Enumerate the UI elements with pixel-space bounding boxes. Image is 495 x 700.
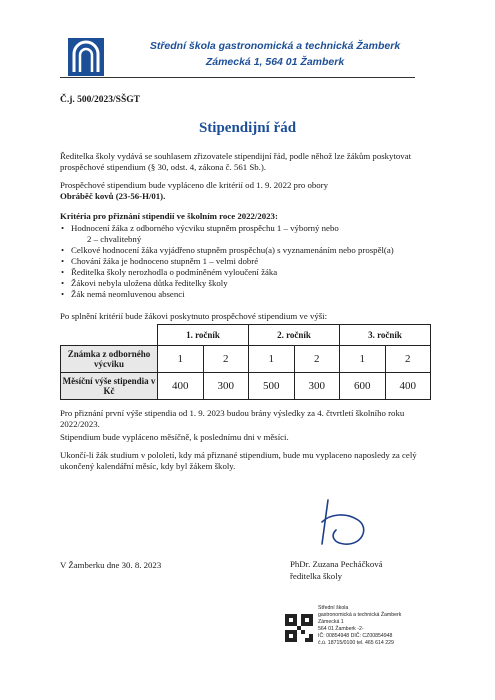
school-stamp xyxy=(318,605,458,647)
reference-number: Č.j. 500/2023/SŠGT xyxy=(60,95,140,105)
stamp-line: č.ú. 18715/0100 tel. 465 614 229 xyxy=(318,640,394,646)
table-row xyxy=(61,373,431,400)
table-intro: Po splnění kritérií bude žákovi poskytnuto prospěchové stipendium ve výši: xyxy=(60,311,328,321)
table-corner xyxy=(61,325,158,346)
table-cell: 600 xyxy=(340,373,386,400)
year-header: 1. ročník xyxy=(158,325,249,346)
stamp-line: 564 01 Žamberk -2- xyxy=(318,626,364,632)
criteria-heading: Kritéria pro přiznání stipendií ve školním roce 2022/2023: xyxy=(60,211,278,221)
school-name: Střední škola gastronomická a technická Žamberk xyxy=(149,40,401,52)
document-title: Stipendijní řád xyxy=(198,120,297,136)
ending-paragraph: Ukončí-li žák studium v pololetí, kdy má přiznané stipendium, bude mu vyplaceno naposledy za celý ukončený kalendářní měsíc, kdy byl žákem školy. xyxy=(60,450,417,471)
criteria-item xyxy=(60,245,430,256)
year-header: 3. ročník xyxy=(340,325,431,346)
table-cell: 1 xyxy=(340,346,386,373)
stamp-line: gastronomická a technická Žamberk xyxy=(318,612,402,618)
criteria-item-text: Chování žáka je hodnoceno stupněm 1 – velmi dobré xyxy=(71,256,259,266)
year-header: 2. ročník xyxy=(249,325,340,346)
prospech-paragraph: Prospěchové stipendium bude vypláceno dle kritérií od 1. 9. 2022 pro obory xyxy=(60,180,329,190)
criteria-item-text: Ředitelka školy nerozhodla o podmíněném vyloučení žáka xyxy=(71,267,278,277)
monthly-paragraph: Stipendium bude vypláceno měsíčně, k poslednímu dni v měsíci. xyxy=(60,432,289,442)
table-cell: 2 xyxy=(203,346,249,373)
signer-block xyxy=(290,558,383,582)
stamp-line: Zámecká 1 xyxy=(318,619,344,625)
criteria-list xyxy=(60,223,430,300)
criteria-item xyxy=(60,223,430,245)
criteria-item-text: Celkové hodnocení žáka vyjádřeno stupněm prospěchu(a) s vyznamenáním nebo prospěl(a) xyxy=(71,245,394,255)
table-cell: 300 xyxy=(203,373,249,400)
stipend-table xyxy=(60,324,431,400)
table-cell: 2 xyxy=(385,346,431,373)
criteria-item-text: Žákovi nebyla uložena důtka ředitelky školy xyxy=(71,278,228,288)
criteria-item-continuation: 2 – chvalitebný xyxy=(87,234,142,244)
table-header-row xyxy=(61,325,431,346)
signer-name: PhDr. Zuzana Pecháčková xyxy=(290,559,383,569)
intro-paragraph: Ředitelka školy vydává se souhlasem zřizovatele stipendijní řád, podle něhož lze žákům poskytovat prospěchové stipendium (§ 30, odst. 4, zákona č. 561 Sb.). xyxy=(60,151,412,172)
school-header xyxy=(110,38,440,70)
table-cell: 400 xyxy=(158,373,204,400)
table-cell: 1 xyxy=(249,346,295,373)
row-label-grade: Známka z odborného výcviku xyxy=(61,346,158,373)
table-row xyxy=(61,346,431,373)
first-payment-paragraph: Pro přiznání první výše stipendia od 1. 9. 2023 budou brány výsledky za 4. čtvrtletí školního roku 2022/2023. xyxy=(60,408,405,429)
stamp-line: Střední škola xyxy=(318,605,349,611)
school-address: Zámecká 1, 564 01 Žamberk xyxy=(205,56,345,68)
place-date: V Žamberku dne 30. 8. 2023 xyxy=(60,560,162,570)
table-cell: 300 xyxy=(294,373,340,400)
criteria-item-text: Žák nemá neomluvenou absenci xyxy=(71,289,185,299)
signature-icon xyxy=(300,492,390,552)
criteria-item xyxy=(60,267,430,278)
stamp-line: IČ: 00854948 DIČ: CZ00854948 xyxy=(318,633,393,639)
table-cell: 500 xyxy=(249,373,295,400)
school-logo-icon xyxy=(68,38,104,76)
criteria-item xyxy=(60,289,430,300)
table-cell: 400 xyxy=(385,373,431,400)
obor-text: Obráběč kovů (23-56-H/01). xyxy=(60,191,166,201)
criteria-item-text: Hodnocení žáka z odborného výcviku stupněm prospěchu 1 – výborný nebo xyxy=(71,223,339,233)
header-divider xyxy=(60,77,415,78)
qr-code-icon xyxy=(285,614,313,642)
table-cell: 1 xyxy=(158,346,204,373)
signer-role: ředitelka školy xyxy=(290,571,343,581)
table-cell: 2 xyxy=(294,346,340,373)
row-label-amount: Měsíční výše stipendia v Kč xyxy=(61,373,158,400)
criteria-item xyxy=(60,256,430,267)
criteria-item xyxy=(60,278,430,289)
